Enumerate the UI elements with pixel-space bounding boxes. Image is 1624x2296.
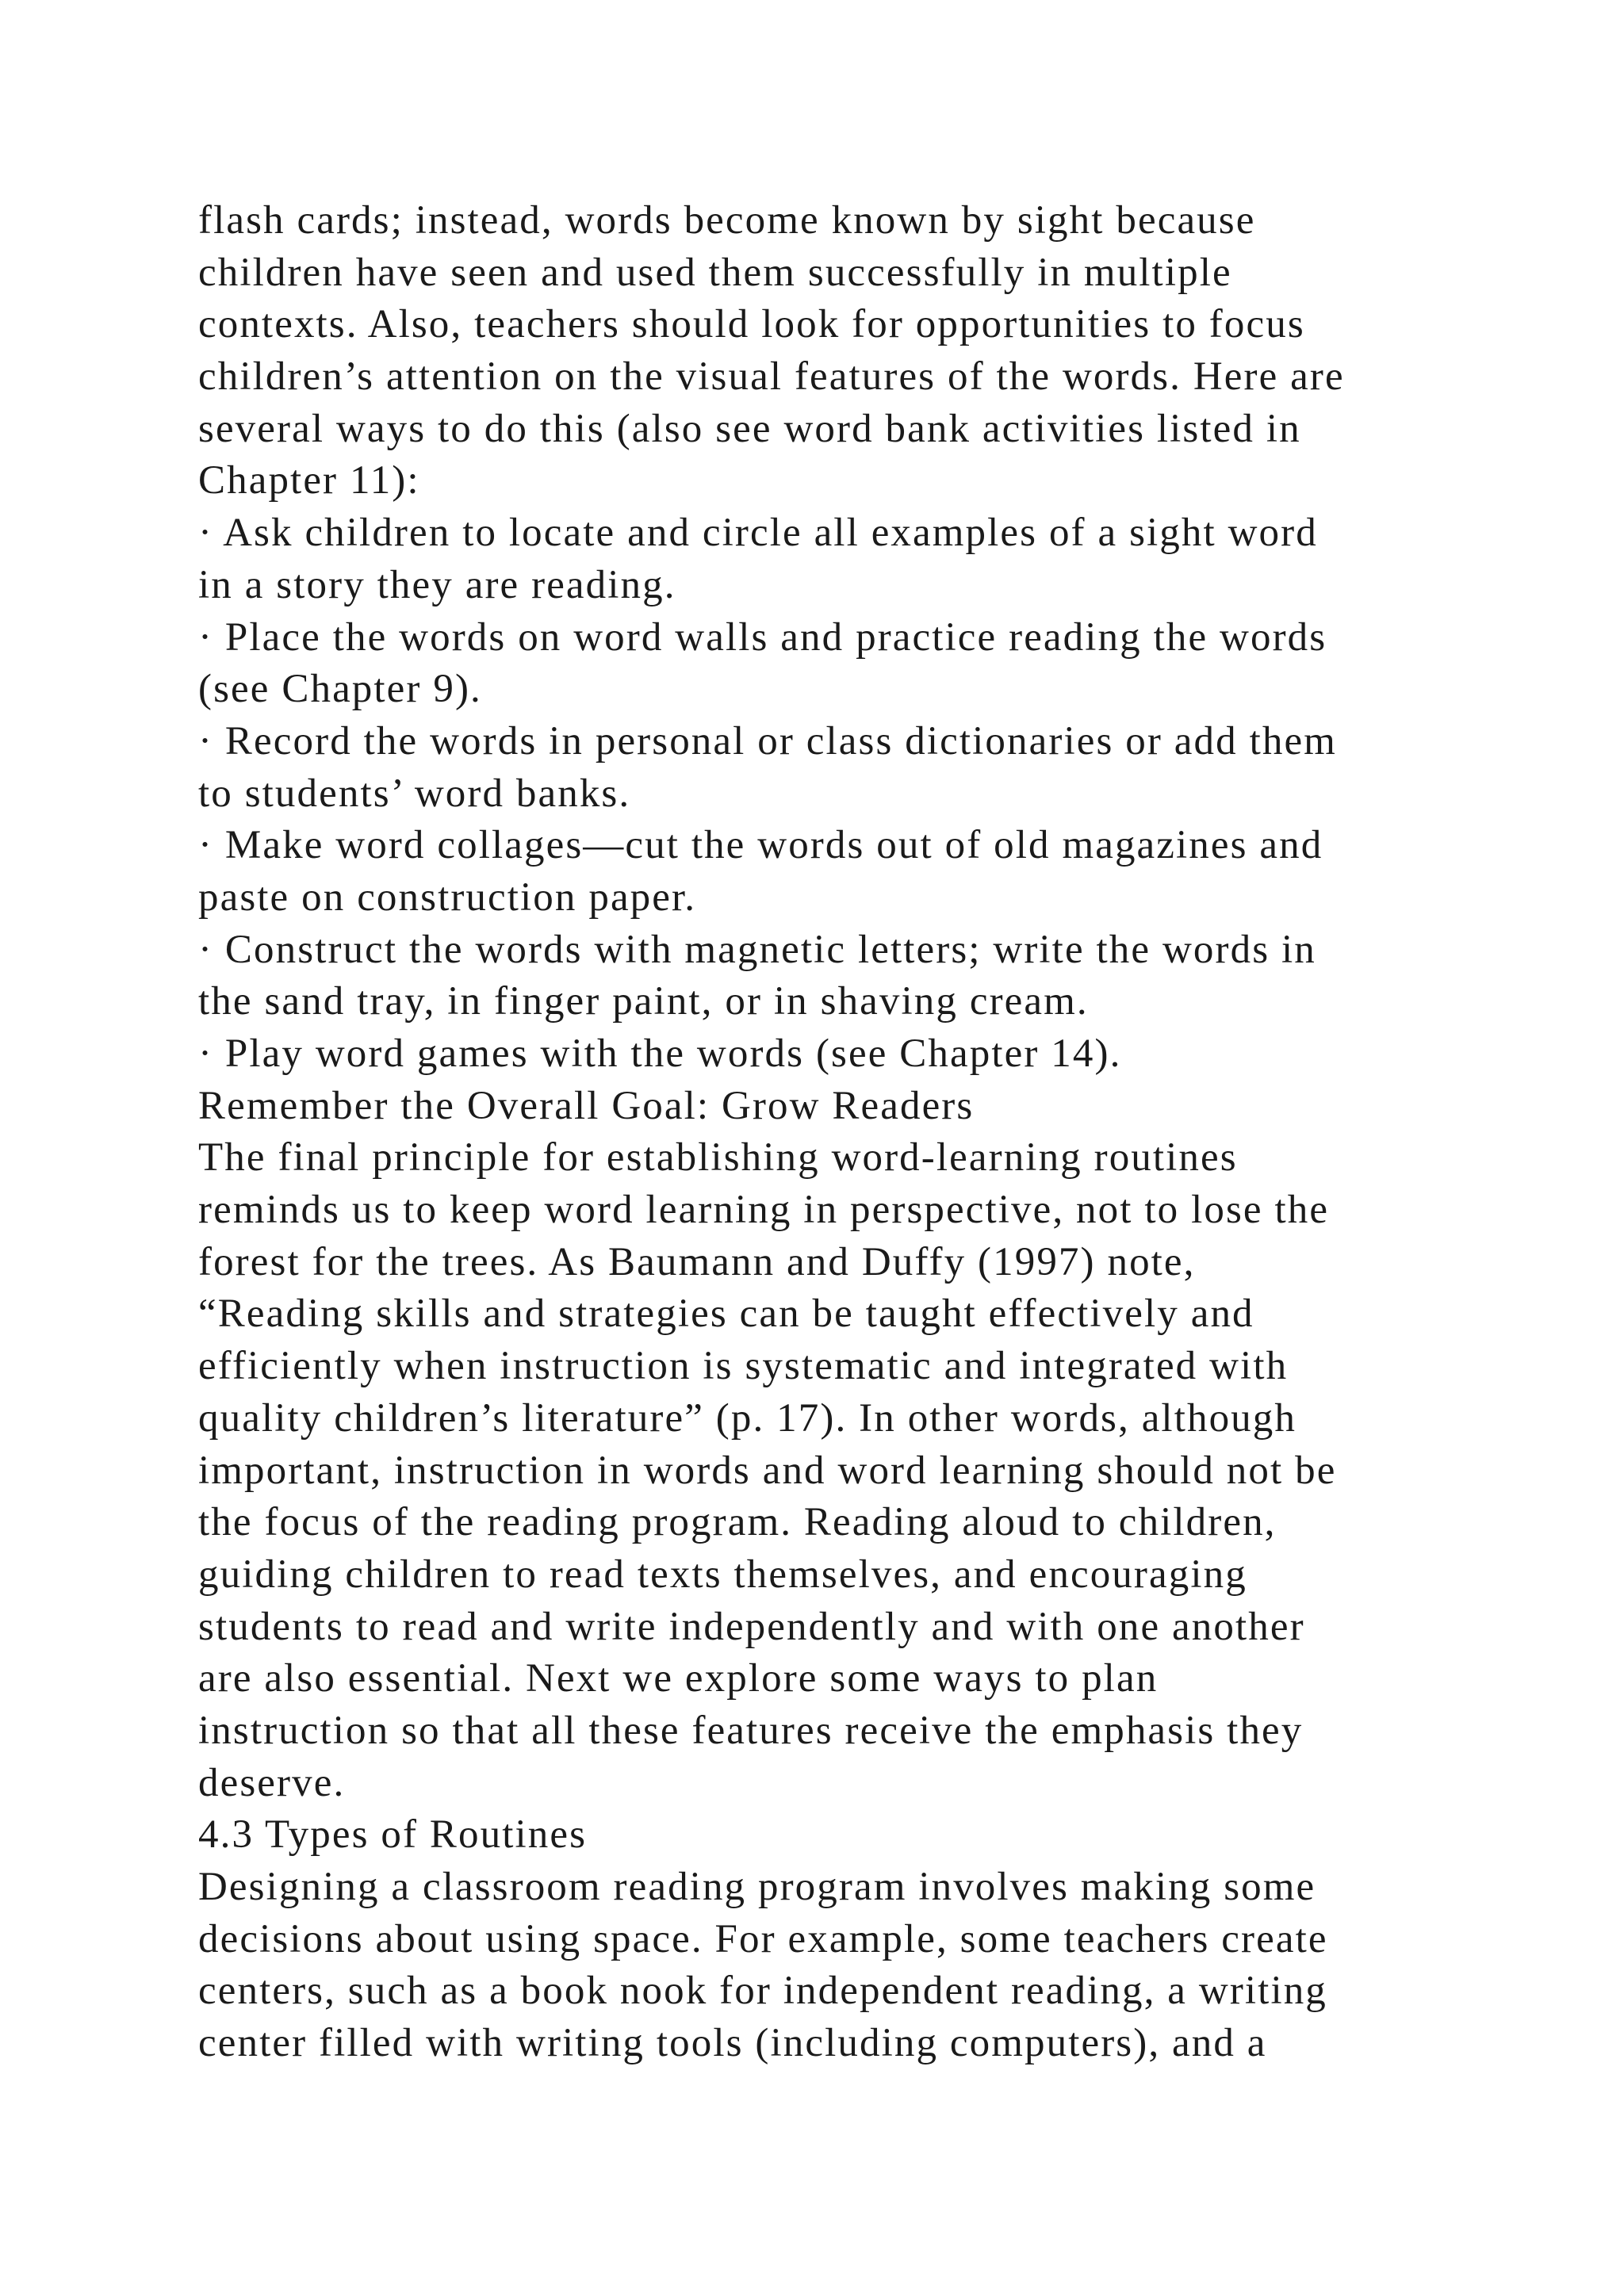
text-line: contexts. Also, teachers should look for opportunities to focus <box>198 302 1305 347</box>
text-line: decisions about using space. For example, some teachers create <box>198 1916 1328 1961</box>
bullet-item: · Make word collages—cut the words out of old magazines and <box>198 823 1323 868</box>
text-line: Chapter 11): <box>198 458 420 503</box>
text-line: paste on construction paper. <box>198 874 697 920</box>
text-line: flash cards; instead, words become known by sight because <box>198 198 1256 243</box>
text-line: several ways to do this (also see word bank activities listed in <box>198 406 1301 451</box>
text-line: reminds us to keep word learning in perspective, not to lose the <box>198 1188 1330 1233</box>
text-line: efficiently when instruction is systematic and integrated with <box>198 1344 1289 1389</box>
text-line: the focus of the reading program. Reading aloud to children, <box>198 1500 1277 1545</box>
bullet-item: · Ask children to locate and circle all examples of a sight word <box>198 511 1318 556</box>
text-line: to students’ word banks. <box>198 771 631 816</box>
section-heading: Remember the Overall Goal: Grow Readers <box>198 1083 975 1128</box>
text-line: are also essential. Next we explore some ways to plan <box>198 1656 1159 1701</box>
body-text <box>198 195 1467 2070</box>
text-line: students to read and write independently and with one another <box>198 1604 1305 1649</box>
text-line: in a story they are reading. <box>198 562 676 607</box>
text-line: (see Chapter 9). <box>198 667 482 712</box>
text-line: Designing a classroom reading program involves making some <box>198 1865 1316 1909</box>
bullet-item: · Construct the words with magnetic letters; write the words in <box>198 927 1316 972</box>
text-line: centers, such as a book nook for independent reading, a writing <box>198 1969 1327 2014</box>
text-line: the sand tray, in finger paint, or in shaving cream. <box>198 979 1089 1024</box>
text-line: children’s attention on the visual features of the words. Here are <box>198 354 1345 400</box>
text-line: deserve. <box>198 1760 346 1805</box>
bullet-item: · Play word games with the words (see Chapter 14). <box>198 1031 1122 1076</box>
text-line: children have seen and used them successfully in multiple <box>198 250 1232 295</box>
text-line: center filled with writing tools (including computers), and a <box>198 2021 1267 2066</box>
text-line: The final principle for establishing word-learning routines <box>198 1135 1238 1181</box>
text-line: forest for the trees. As Baumann and Duffy (1997) note, <box>198 1239 1196 1284</box>
text-line: instruction so that all these features receive the emphasis they <box>198 1708 1304 1753</box>
text-line: quality children’s literature” (p. 17). In other words, although <box>198 1395 1297 1441</box>
bullet-item: · Record the words in personal or class dictionaries or add them <box>198 718 1337 763</box>
section-heading: 4.3 Types of Routines <box>198 1812 588 1858</box>
text-line: guiding children to read texts themselves, and encouraging <box>198 1552 1247 1597</box>
bullet-item: · Place the words on word walls and practice reading the words <box>198 614 1327 660</box>
text-line: “Reading skills and strategies can be taught effectively and <box>198 1292 1254 1337</box>
text-line: important, instruction in words and word learning should not be <box>198 1448 1337 1493</box>
